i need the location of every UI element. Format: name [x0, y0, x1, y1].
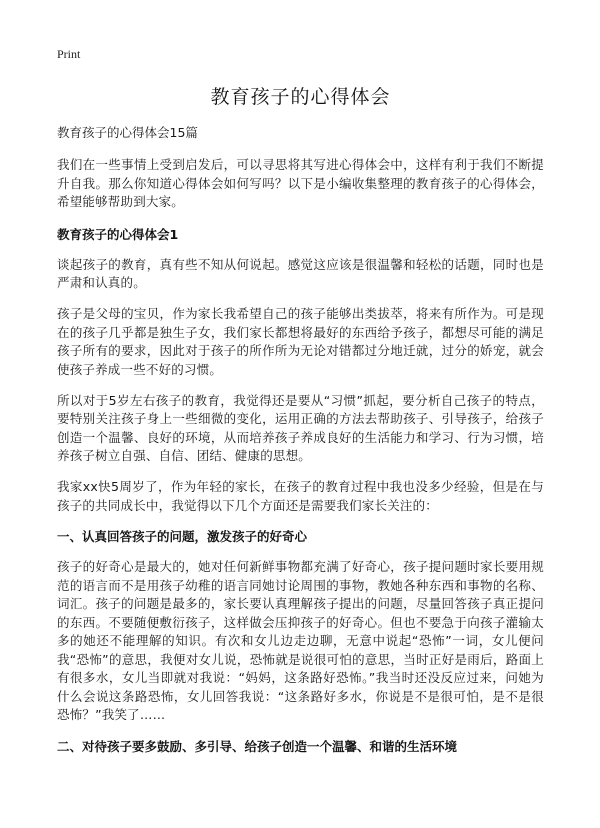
- paragraph: 孩子是父母的宝贝，作为家长我希望自己的孩子能够出类拔萃，将来有所作为。可是现在的孩子几乎都是独生子女，我们家长都想将最好的东西给予孩子，都想尽可能的满足孩子所有的要求，因此对于孩子的所作所为无论对错都过分地迁就，过分的娇宠，就会使孩子养成一些不好的习惯。: [57, 306, 544, 377]
- paragraph: 孩子的好奇心是最大的，她对任何新鲜事物都充满了好奇心，孩子提问题时家长要用规范的语言而不是用孩子幼稚的语言同她讨论周围的事物，教她各种东西和事物的名称、词汇。孩子的问题是最多的，家长要认真理解孩子提出的问题，尽量回答孩子真正提问的东西。不要随便敷衍孩子，这样做会压抑孩子的好奇心。但也不要急于向孩子灌输太多的她还不能理解的知识。有次和女儿边走边聊，无意中说起“恐怖”一词，女儿便问我“恐怖”的意思，我便对女儿说，恐怖就是说很可怕的意思，当时正好是雨后，路面上有很多水，女儿当即就对我说：“妈妈，这条路好恐怖。”我当时还没反应过来，问她为什么会说这条路恐怖，女儿回答我说：“这条路好多水，你说是不是很可怕，是不是很恐怖？”我笑了……: [57, 559, 544, 722]
- subsection-heading: 一、认真回答孩子的问题，激发孩子的好奇心: [57, 529, 308, 544]
- page-title: 教育孩子的心得体会: [210, 86, 391, 108]
- subsection-heading: 二、对待孩子要多鼓励、多引导、给孩子创造一个温馨、和谐的生活环境: [57, 738, 458, 754]
- section-heading: 教育孩子的心得体会1: [57, 226, 179, 242]
- intro-paragraph: 我们在一些事情上受到启发后，可以寻思将其写进心得体会中，这样有利于我们不断提升自我。那么你知道心得体会如何写吗？以下是小编收集整理的教育孩子的心得体会，希望能够帮助到大家。: [57, 157, 544, 209]
- paragraph: 谈起孩子的教育，真有些不知从何说起。感觉这应该是很温馨和轻松的话题，同时也是严肃和认真的。: [57, 256, 544, 290]
- paragraph: 所以对于5岁左右孩子的教育，我觉得还是要从“习惯”抓起，要分析自己孩子的特点，要特别关注孩子身上一些细微的变化，运用正确的方法去帮助孩子、引导孩子，给孩子创造一个温馨、良好的环境，从而培养孩子养成良好的生活能力和学习、行为习惯，培养孩子树立自强、自信、团结、健康的思想。: [57, 392, 544, 463]
- paragraph: 我家xx快5周岁了，作为年轻的家长，在孩子的教育过程中我也没多少经验，但是在与孩子的共同成长中，我觉得以下几个方面还是需要我们家长关注的：: [57, 479, 544, 513]
- article-subtitle: 教育孩子的心得体会15篇: [57, 125, 198, 140]
- print-link[interactable]: Print: [57, 47, 81, 61]
